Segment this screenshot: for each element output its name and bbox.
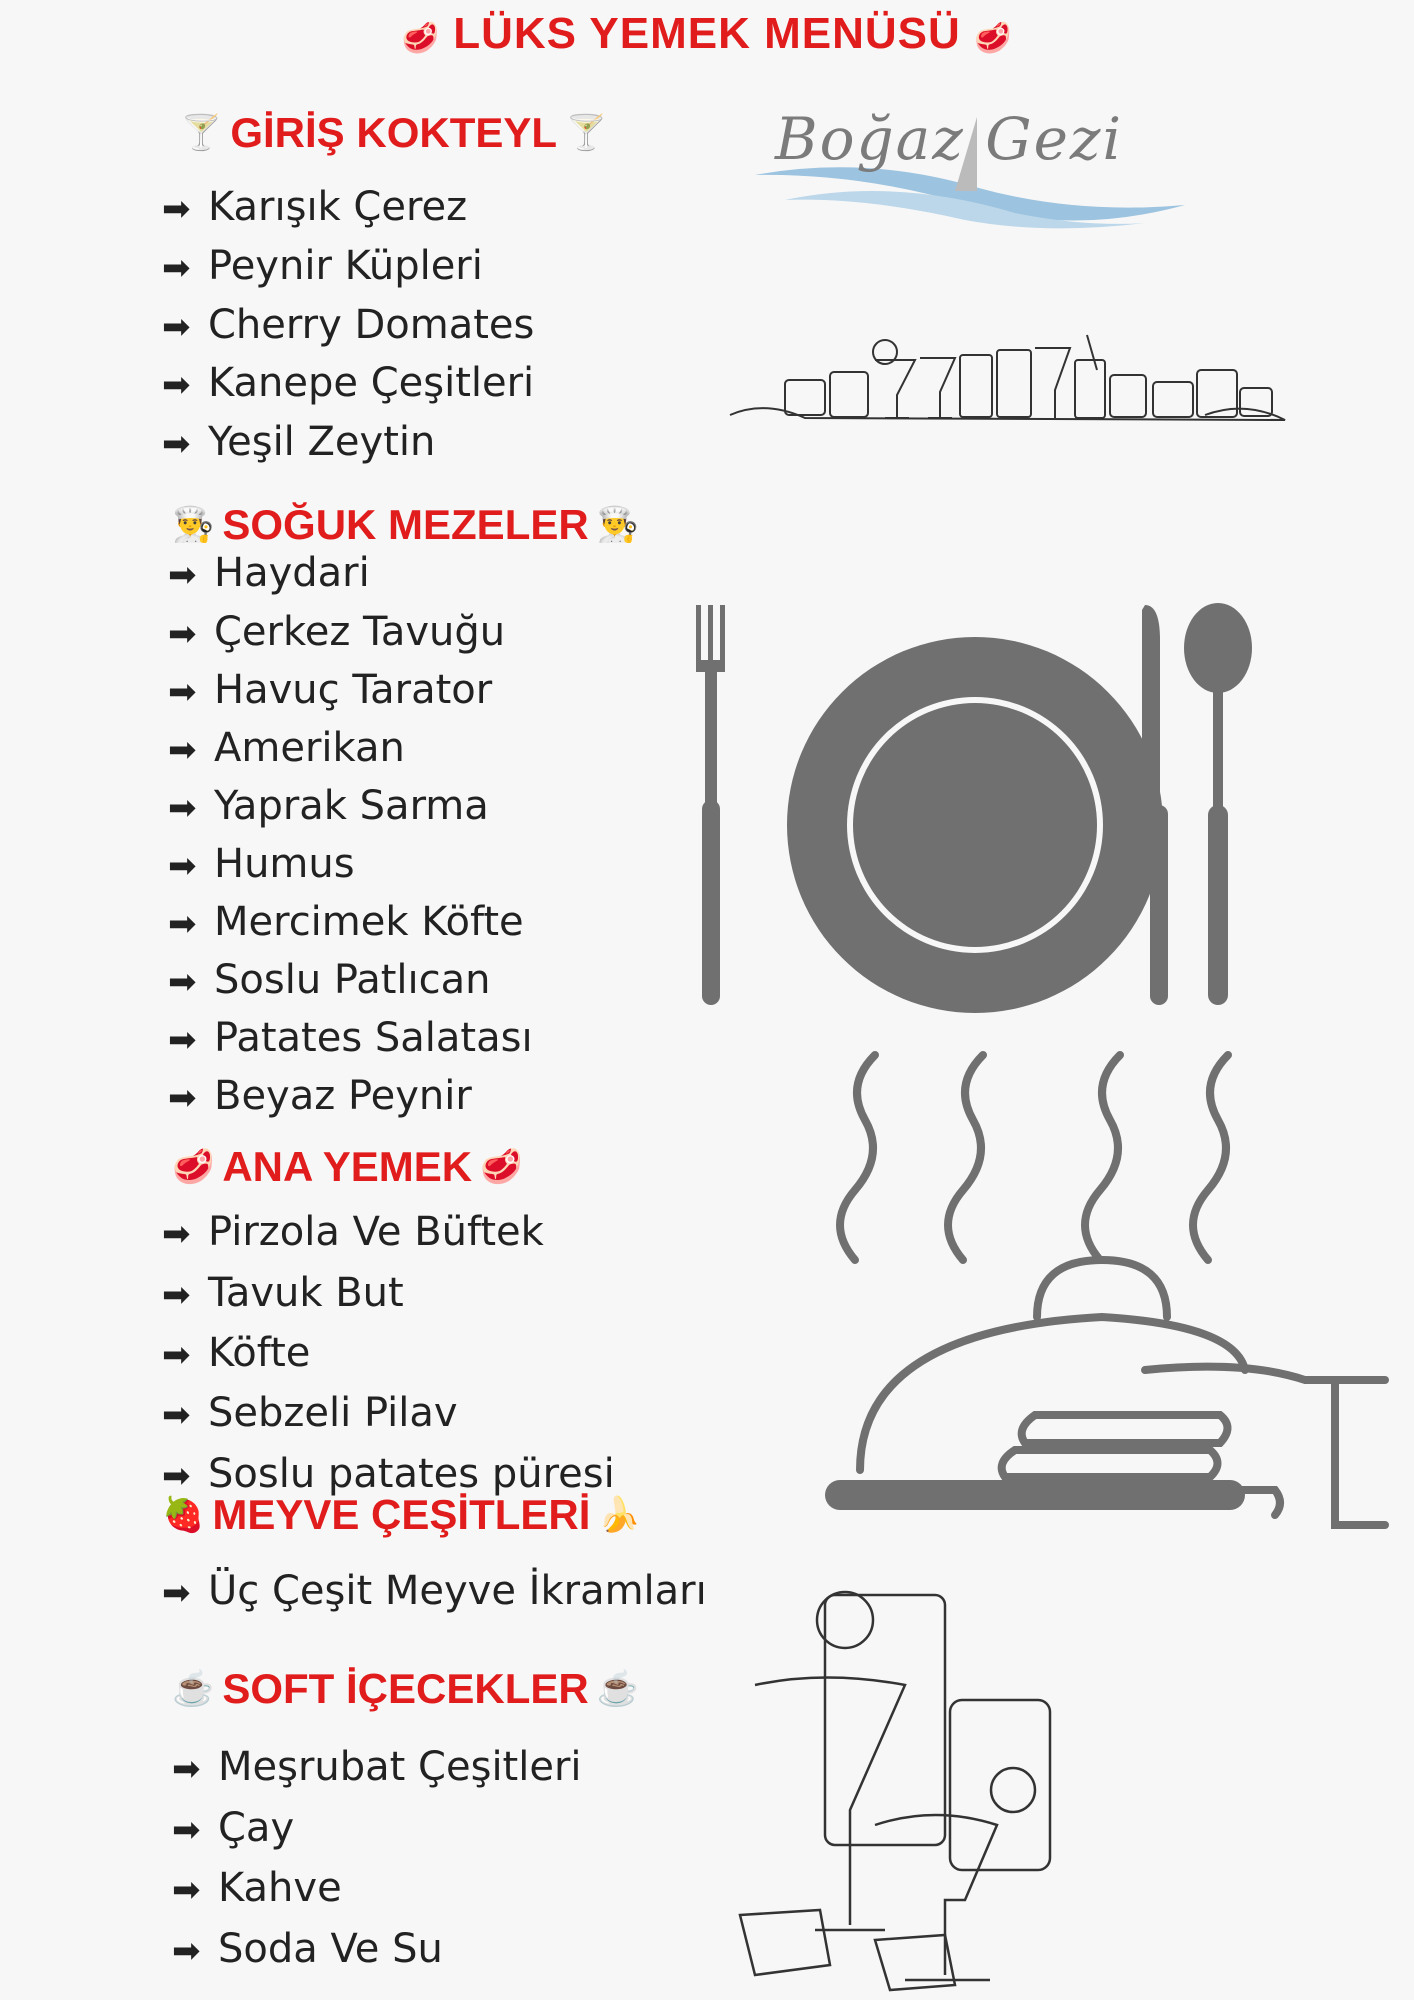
item-label: Beyaz Peynir — [214, 1073, 472, 1119]
list-item — [168, 546, 370, 600]
cocktail-icon: 🍸 — [180, 113, 223, 152]
item-label: Pirzola Ve Büftek — [208, 1209, 544, 1255]
arrow-right-icon: ➡ — [168, 614, 197, 654]
meat-icon: 🥩 — [480, 1147, 523, 1186]
list-item — [168, 953, 490, 1007]
list-item — [168, 663, 492, 717]
arrow-right-icon: ➡ — [162, 1456, 191, 1496]
section-heading-main-course — [172, 1134, 522, 1194]
item-label: Meşrubat Çeşitleri — [218, 1744, 582, 1790]
section-title: MEYVE ÇEŞİTLERİ — [212, 1490, 591, 1538]
menu-title-row — [0, 6, 1414, 62]
section-title: SOFT İÇECEKLER — [222, 1664, 589, 1712]
item-label: Mercimek Köfte — [214, 899, 524, 945]
arrow-right-icon: ➡ — [162, 1573, 191, 1613]
arrow-right-icon: ➡ — [168, 846, 197, 886]
arrow-right-icon: ➡ — [162, 189, 191, 229]
list-item — [168, 1011, 533, 1065]
cocktail-icon: 🍸 — [565, 113, 608, 152]
banana-icon: 🍌 — [598, 1495, 641, 1534]
item-label: Kanepe Çeşitleri — [208, 360, 535, 406]
list-item — [168, 605, 505, 659]
arrow-right-icon: ➡ — [162, 424, 191, 464]
section-heading-cold-appetizers — [172, 492, 639, 552]
item-label: Çerkez Tavuğu — [214, 609, 506, 655]
list-item — [168, 721, 405, 775]
boat-tour-logo — [745, 95, 1190, 235]
chef-icon: 👨‍🍳 — [172, 505, 215, 544]
list-item — [172, 1922, 443, 1976]
arrow-right-icon: ➡ — [168, 1078, 197, 1118]
item-label: Tavuk But — [208, 1270, 404, 1316]
arrow-right-icon: ➡ — [162, 1395, 191, 1435]
section-title: SOĞUK MEZELER — [222, 500, 589, 548]
coffee-icon: ☕ — [172, 1669, 215, 1708]
item-label: Sebzeli Pilav — [208, 1390, 458, 1436]
arrow-right-icon: ➡ — [168, 672, 197, 712]
item-label: Humus — [214, 841, 355, 887]
item-label: Soslu patates püresi — [208, 1451, 615, 1497]
glasses-row-illustration — [725, 330, 1290, 430]
list-item — [172, 1740, 582, 1794]
item-label: Patates Salatası — [214, 1015, 533, 1061]
list-item — [162, 1326, 310, 1380]
section-title: GİRİŞ KOKTEYL — [230, 108, 558, 156]
list-item — [162, 1564, 707, 1618]
item-label: Karışık Çerez — [208, 184, 468, 230]
arrow-right-icon: ➡ — [168, 962, 197, 1002]
arrow-right-icon: ➡ — [162, 1214, 191, 1254]
arrow-right-icon: ➡ — [168, 730, 197, 770]
section-title: ANA YEMEK — [222, 1142, 473, 1190]
meat-icon: 🥩 — [172, 1147, 215, 1186]
list-item — [168, 1069, 472, 1123]
arrow-right-icon: ➡ — [168, 1020, 197, 1060]
item-label: Yaprak Sarma — [214, 783, 489, 829]
list-item — [162, 239, 483, 293]
meat-icon: 🥩 — [401, 22, 440, 55]
section-heading-fruits — [162, 1482, 641, 1542]
list-item — [172, 1861, 342, 1915]
list-item — [168, 895, 524, 949]
arrow-right-icon: ➡ — [162, 1275, 191, 1315]
item-label: Peynir Küpleri — [208, 243, 483, 289]
chef-icon: 👨‍🍳 — [596, 505, 640, 544]
list-item — [162, 1386, 458, 1440]
arrow-right-icon: ➡ — [168, 555, 197, 595]
arrow-right-icon: ➡ — [168, 788, 197, 828]
arrow-right-icon: ➡ — [172, 1931, 201, 1971]
arrow-right-icon: ➡ — [162, 365, 191, 405]
arrow-right-icon: ➡ — [162, 1335, 191, 1375]
item-label: Soda Ve Su — [218, 1926, 443, 1972]
item-label: Üç Çeşit Meyve İkramları — [208, 1568, 707, 1614]
strawberry-icon: 🍓 — [162, 1495, 205, 1534]
arrow-right-icon: ➡ — [168, 904, 197, 944]
coffee-icon: ☕ — [596, 1669, 640, 1708]
item-label: Köfte — [208, 1330, 311, 1376]
list-item — [162, 1266, 404, 1320]
list-item — [162, 415, 435, 469]
arrow-right-icon: ➡ — [162, 248, 191, 288]
list-item — [162, 180, 467, 234]
arrow-right-icon: ➡ — [172, 1810, 201, 1850]
meat-icon: 🥩 — [974, 22, 1013, 55]
item-label: Yeşil Zeytin — [208, 419, 436, 465]
list-item — [172, 1801, 294, 1855]
list-item — [168, 779, 489, 833]
list-item — [162, 298, 534, 352]
section-heading-soft-drinks — [172, 1656, 639, 1716]
list-item — [162, 1205, 544, 1259]
section-heading-cocktail — [180, 100, 607, 160]
list-item — [168, 837, 355, 891]
item-label: Cherry Domates — [208, 302, 535, 348]
item-label: Çay — [218, 1805, 295, 1851]
list-item — [162, 356, 534, 410]
arrow-right-icon: ➡ — [172, 1749, 201, 1789]
item-label: Haydari — [214, 550, 370, 596]
drinks-sketch-illustration — [735, 1580, 1065, 1995]
logo-text: Boğaz Gezi — [775, 105, 1124, 173]
cloche-serving-illustration — [815, 1045, 1405, 1545]
arrow-right-icon: ➡ — [162, 307, 191, 347]
item-label: Kahve — [218, 1865, 342, 1911]
arrow-right-icon: ➡ — [172, 1870, 201, 1910]
item-label: Amerikan — [214, 725, 405, 771]
item-label: Soslu Patlıcan — [214, 957, 491, 1003]
plate-cutlery-illustration — [680, 600, 1270, 1020]
menu-title: LÜKS YEMEK MENÜSÜ — [453, 9, 961, 58]
item-label: Havuç Tarator — [214, 667, 493, 713]
